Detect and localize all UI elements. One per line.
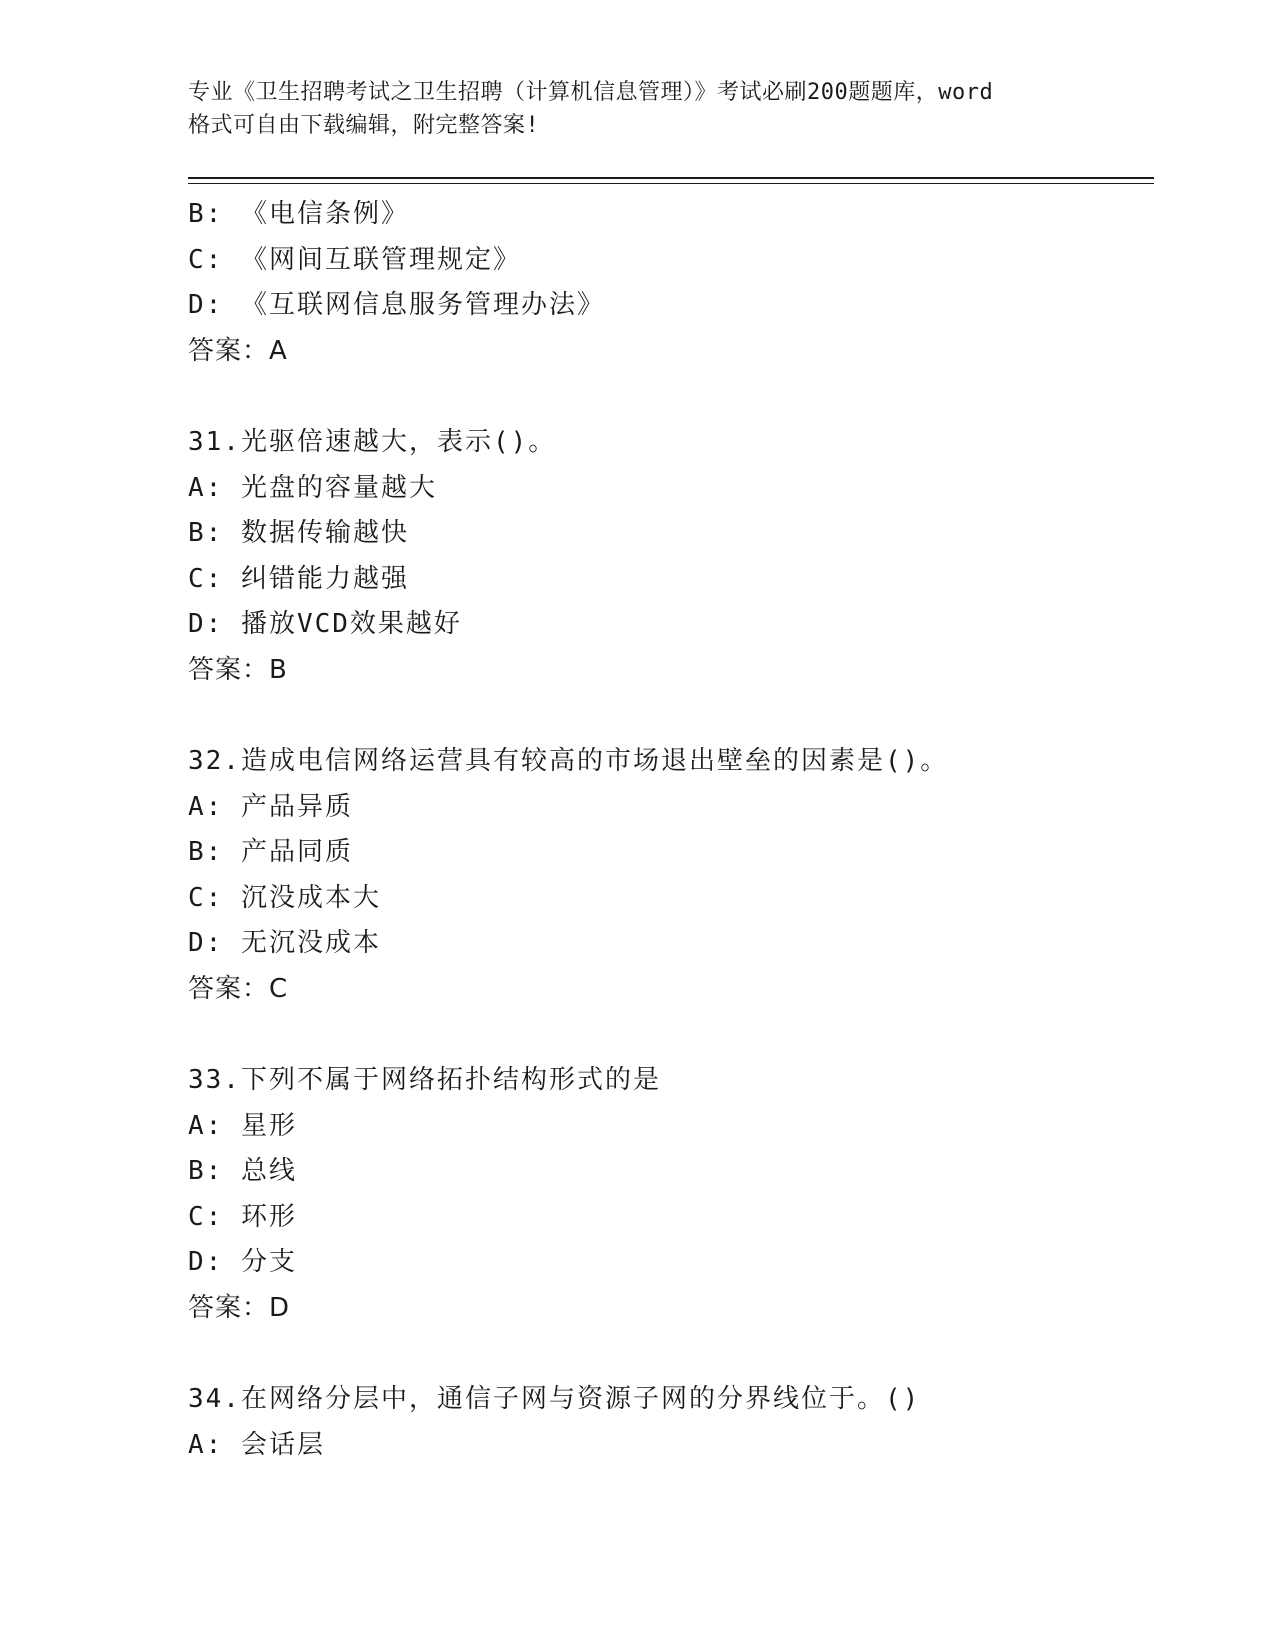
header-divider-thin	[188, 183, 1154, 184]
spacer	[188, 1331, 1154, 1377]
option-a: A: 星形	[188, 1110, 297, 1141]
question-32	[188, 739, 1154, 1012]
answer-line: 答案：D	[188, 1292, 291, 1323]
option-d: D: 播放VCD效果越好	[188, 609, 462, 639]
header-title-line-1: 专业《卫生招聘考试之卫生招聘（计算机信息管理）》考试必刷200题题库，word	[188, 80, 994, 105]
document-header	[188, 76, 1088, 142]
answer-line: 答案：C	[188, 973, 289, 1004]
option-a: A: 光盘的容量越大	[188, 472, 437, 503]
question-stem: 33.下列不属于网络拓扑结构形式的是	[188, 1065, 661, 1095]
option-d: D: 无沉没成本	[188, 928, 381, 958]
question-list	[188, 192, 1154, 1468]
question-30-continued	[188, 192, 1154, 374]
spacer	[188, 693, 1154, 739]
option-b: B: 《电信条例》	[188, 199, 409, 229]
option-d: D: 分支	[188, 1247, 297, 1277]
question-34	[188, 1377, 1154, 1468]
option-a: A: 产品异质	[188, 791, 353, 822]
header-divider-thick	[188, 177, 1154, 179]
question-31	[188, 420, 1154, 693]
spacer	[188, 374, 1154, 420]
option-c: C: 环形	[188, 1201, 297, 1232]
answer-line: 答案：A	[188, 335, 288, 366]
option-b: B: 数据传输越快	[188, 518, 409, 548]
question-stem: 31.光驱倍速越大，表示()。	[188, 427, 557, 457]
option-c: C: 沉没成本大	[188, 882, 381, 913]
question-33	[188, 1058, 1154, 1331]
option-a: A: 会话层	[188, 1429, 325, 1460]
option-d: D: 《互联网信息服务管理办法》	[188, 290, 605, 320]
option-b: B: 产品同质	[188, 837, 353, 867]
question-stem: 32.造成电信网络运营具有较高的市场退出壁垒的因素是()。	[188, 746, 949, 776]
spacer	[188, 1012, 1154, 1058]
option-b: B: 总线	[188, 1156, 297, 1186]
answer-line: 答案：B	[188, 654, 288, 685]
question-stem: 34.在网络分层中，通信子网与资源子网的分界线位于。()	[188, 1384, 921, 1414]
option-c: C: 《网间互联管理规定》	[188, 244, 521, 275]
option-c: C: 纠错能力越强	[188, 563, 409, 594]
header-title-line-2: 格式可自由下载编辑，附完整答案!	[188, 113, 540, 138]
